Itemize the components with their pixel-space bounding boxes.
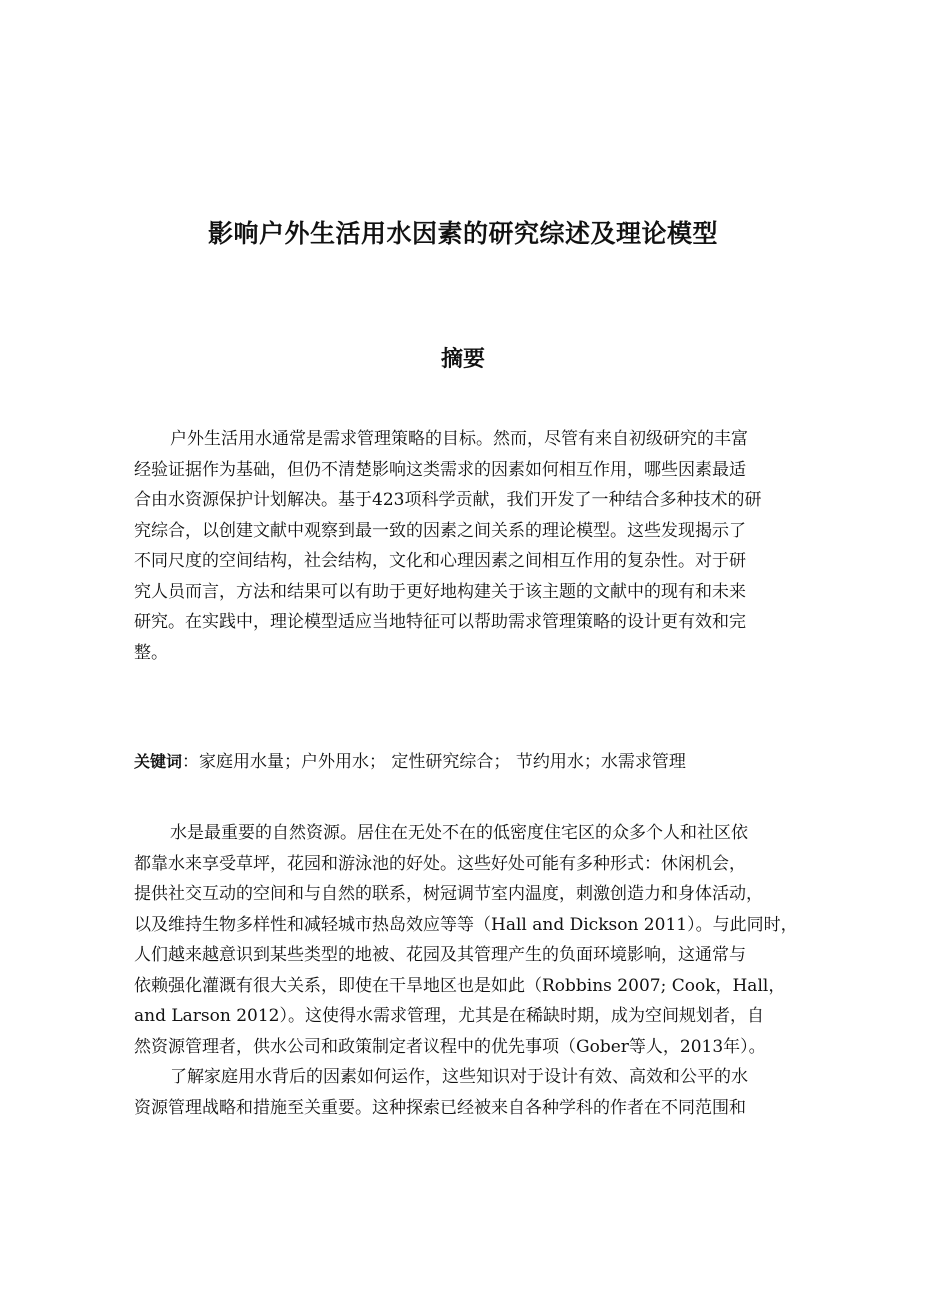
body-line: 了解家庭用水背后的因素如何运作，这些知识对于设计有效、高效和公平的水 — [170, 1067, 748, 1087]
keywords-text: ：家庭用水量；户外用水； 定性研究综合； 节约用水；水需求管理 — [182, 752, 686, 772]
keywords-line — [134, 747, 834, 777]
body-text — [134, 818, 834, 1123]
abstract-line: 经验证据作为基础，但仍不清楚影响这类需求的因素如何相互作用，哪些因素最适 — [134, 459, 746, 480]
body-line: 依赖强化灌溉有很大关系，即使在干旱地区也是如此（Robbins 2007; Cook，Hall， — [134, 975, 786, 996]
keywords-label: 关键词 — [134, 752, 183, 771]
body-line: and Larson 2012）。这使得水需求管理，尤其是在稀缺时期，成为空间规划者，自 — [134, 1006, 764, 1026]
abstract-line: 不同尺度的空间结构，社会结构，文化和心理因素之间相互作用的复杂性。对于研 — [134, 551, 746, 571]
body-line: 以及维持生物多样性和减轻城市热岛效应等等（Hall and Dickson 2011）。与此同时， — [134, 914, 798, 935]
body-line: 资源管理战略和措施至关重要。这种探索已经被来自各种学科的作者在不同范围和 — [134, 1097, 746, 1118]
abstract-line: 合由水资源保护计划解决。基于423项科学贡献，我们开发了一种结合多种技术的研 — [134, 490, 762, 510]
abstract-line: 户外生活用水通常是需求管理策略的目标。然而，尽管有来自初级研究的丰富 — [170, 429, 748, 449]
document-title: 影响户外生活用水因素的研究综述及理论模型 — [207, 219, 718, 248]
body-line: 提供社交互动的空间和与自然的联系，树冠调节室内温度，刺激创造力和身体活动， — [134, 884, 763, 904]
body-line: 然资源管理者，供水公司和政策制定者议程中的优先事项（Gober等人，2013年）。 — [134, 1036, 766, 1057]
abstract-heading: 摘要 — [440, 347, 485, 372]
body-line: 水是最重要的自然资源。居住在无处不在的低密度住宅区的众多个人和社区依 — [170, 823, 748, 843]
abstract-line: 究综合，以创建文献中观察到最一致的因素之间关系的理论模型。这些发现揭示了 — [134, 520, 746, 541]
body-line: 都靠水来享受草坪，花园和游泳池的好处。这些好处可能有多种形式：休闲机会， — [134, 853, 746, 874]
body-line: 人们越来越意识到某些类型的地被、花园及其管理产生的负面环境影响，这通常与 — [134, 945, 746, 965]
abstract-paragraph — [134, 424, 834, 668]
abstract-line: 究人员而言，方法和结果可以有助于更好地构建关于该主题的文献中的现有和未来 — [134, 581, 746, 602]
abstract-line: 研究。在实践中，理论模型适应当地特征可以帮助需求管理策略的设计更有效和完 — [134, 612, 746, 632]
abstract-line: 整。 — [134, 642, 168, 663]
